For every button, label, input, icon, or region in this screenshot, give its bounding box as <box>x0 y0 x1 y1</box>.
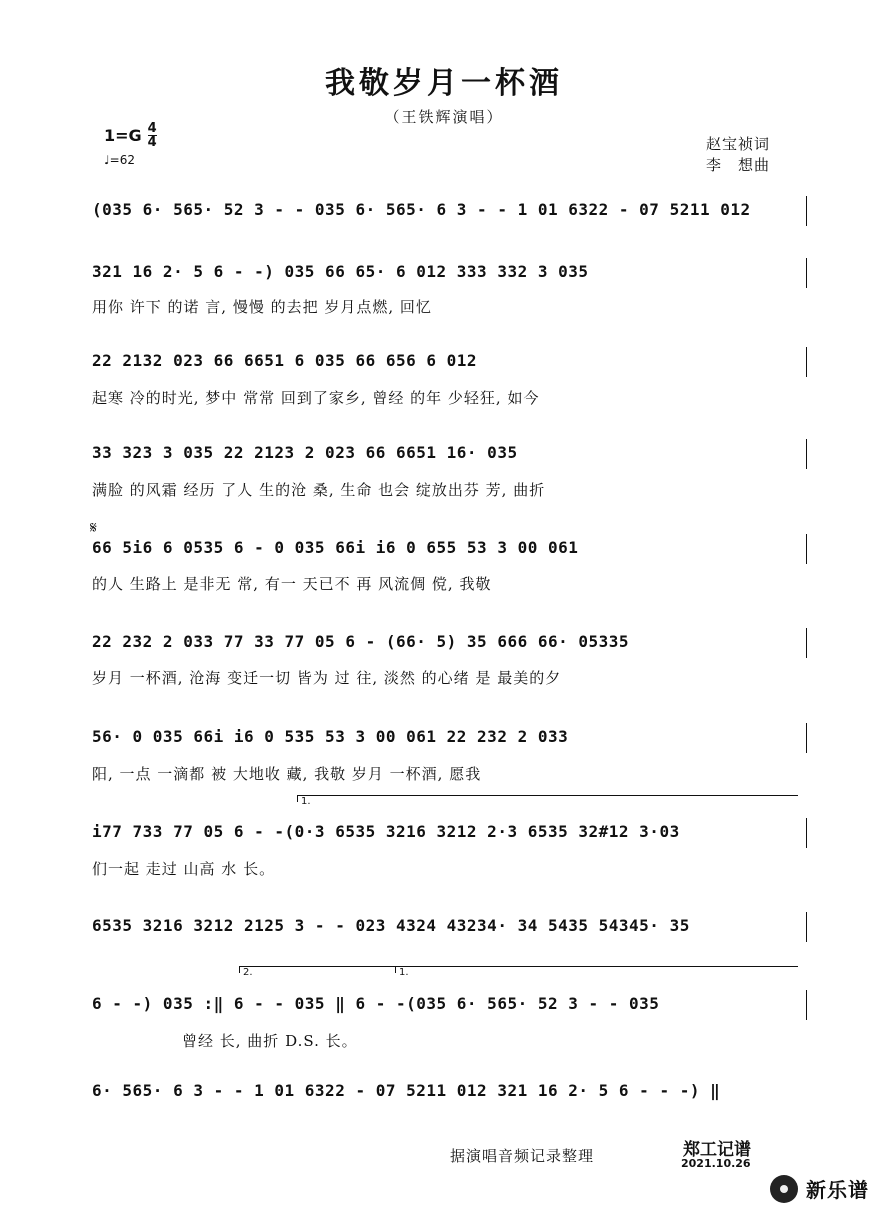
first-ending-label: 1. <box>301 796 311 807</box>
song-title: 我敬岁月一杯酒 <box>325 66 563 101</box>
lyrics-line-10: 曾经 长, 曲折 D.S. 长。 <box>182 1032 358 1050</box>
barline <box>806 439 807 469</box>
transcription-date: 2021.10.26 <box>681 1157 751 1170</box>
barline <box>806 196 807 226</box>
first-ending-bracket-b <box>395 966 798 978</box>
site-logo[interactable] <box>770 1174 869 1203</box>
notation-line-6: 22 232 2 033 77 33 77 05 6 - (66· 5) 35 666 66· 05335 <box>92 632 630 651</box>
lyrics-line-5: 的人 生路上 是非无 常, 有一 天已不 再 风流倜 傥, 我敬 <box>92 575 492 593</box>
second-ending-bracket <box>239 966 397 978</box>
notation-line-1: (035 6· 565· 52 3 - - 035 6· 565· 6 3 - - 1 01 6322 - 07 5211 012 <box>92 200 751 219</box>
notation-line-7: 56· 0 035 66i i6 0 535 53 3 00 061 22 232 2 033 <box>92 727 569 746</box>
lyrics-line-6: 岁月 一杯酒, 沧海 变迁一切 皆为 过 往, 淡然 的心绪 是 最美的夕 <box>92 669 562 687</box>
lyrics-line-2: 用你 许下 的诺 言, 慢慢 的去把 岁月点燃, 回忆 <box>92 298 432 316</box>
notation-line-9: 6535 3216 3212 2125 3 - - 023 4324 43234· 34 5435 54345· 35 <box>92 916 690 935</box>
key-signature <box>104 122 157 149</box>
composer-credit: 李 想曲 <box>706 156 771 174</box>
lyrics-line-8: 们一起 走过 山高 水 长。 <box>92 860 276 878</box>
notation-line-3: 22 2132 023 66 6651 6 035 66 656 6 012 <box>92 351 478 370</box>
transcription-note: 据演唱音频记录整理 <box>450 1147 595 1165</box>
barline <box>806 912 807 942</box>
lyrics-line-4: 满脸 的风霜 经历 了人 生的沧 桑, 生命 也会 绽放出芬 芳, 曲折 <box>92 481 546 499</box>
key-label: 1=G <box>104 126 142 145</box>
notation-line-11: 6· 565· 6 3 - - 1 01 6322 - 07 5211 012 321 16 2· 5 6 - - -) ‖ <box>92 1081 721 1100</box>
barline <box>806 534 807 564</box>
time-signature-bottom: 4 <box>147 135 157 150</box>
transcriber-signature: 郑工记谱 <box>683 1140 751 1160</box>
performer-subtitle: （王铁辉演唱） <box>384 108 504 126</box>
barline <box>806 347 807 377</box>
barline <box>806 258 807 288</box>
time-signature <box>148 122 157 149</box>
logo-text: 新乐谱 <box>806 1178 869 1202</box>
barline <box>806 723 807 753</box>
notation-line-5: 66 5i6 6 0535 6 - 0 035 66i i6 0 655 53 3 00 061 <box>92 538 579 557</box>
first-ending-label-b: 1. <box>399 967 409 978</box>
lyrics-line-3: 起寒 冷的时光, 梦中 常常 回到了家乡, 曾经 的年 少轻狂, 如今 <box>92 389 540 407</box>
barline <box>806 628 807 658</box>
notation-line-8: i77 733 77 05 6 - -(0·3 6535 3216 3212 2·3 6535 32#12 3·03 <box>92 822 680 841</box>
notation-line-4: 33 323 3 035 22 2123 2 023 66 6651 16· 035 <box>92 443 518 462</box>
second-ending-label: 2. <box>243 967 253 978</box>
first-ending-bracket <box>297 795 798 807</box>
notation-line-2: 321 16 2· 5 6 - -) 035 66 65· 6 012 333 332 3 035 <box>92 262 589 281</box>
barline <box>806 818 807 848</box>
tempo-marking: ♩=62 <box>104 153 135 167</box>
record-disc-icon <box>770 1175 798 1203</box>
notation-line-10: 6 - -) 035 :‖ 6 - - 035 ‖ 6 - -(035 6· 565· 52 3 - - 035 <box>92 994 660 1013</box>
lyrics-line-7: 阳, 一点 一滴都 被 大地收 藏, 我敬 岁月 一杯酒, 愿我 <box>92 765 482 783</box>
lyricist-credit: 赵宝祯词 <box>706 135 771 153</box>
segno-sign-icon: 𝄋 <box>90 518 97 537</box>
time-signature-top: 4 <box>147 121 157 136</box>
barline <box>806 990 807 1020</box>
